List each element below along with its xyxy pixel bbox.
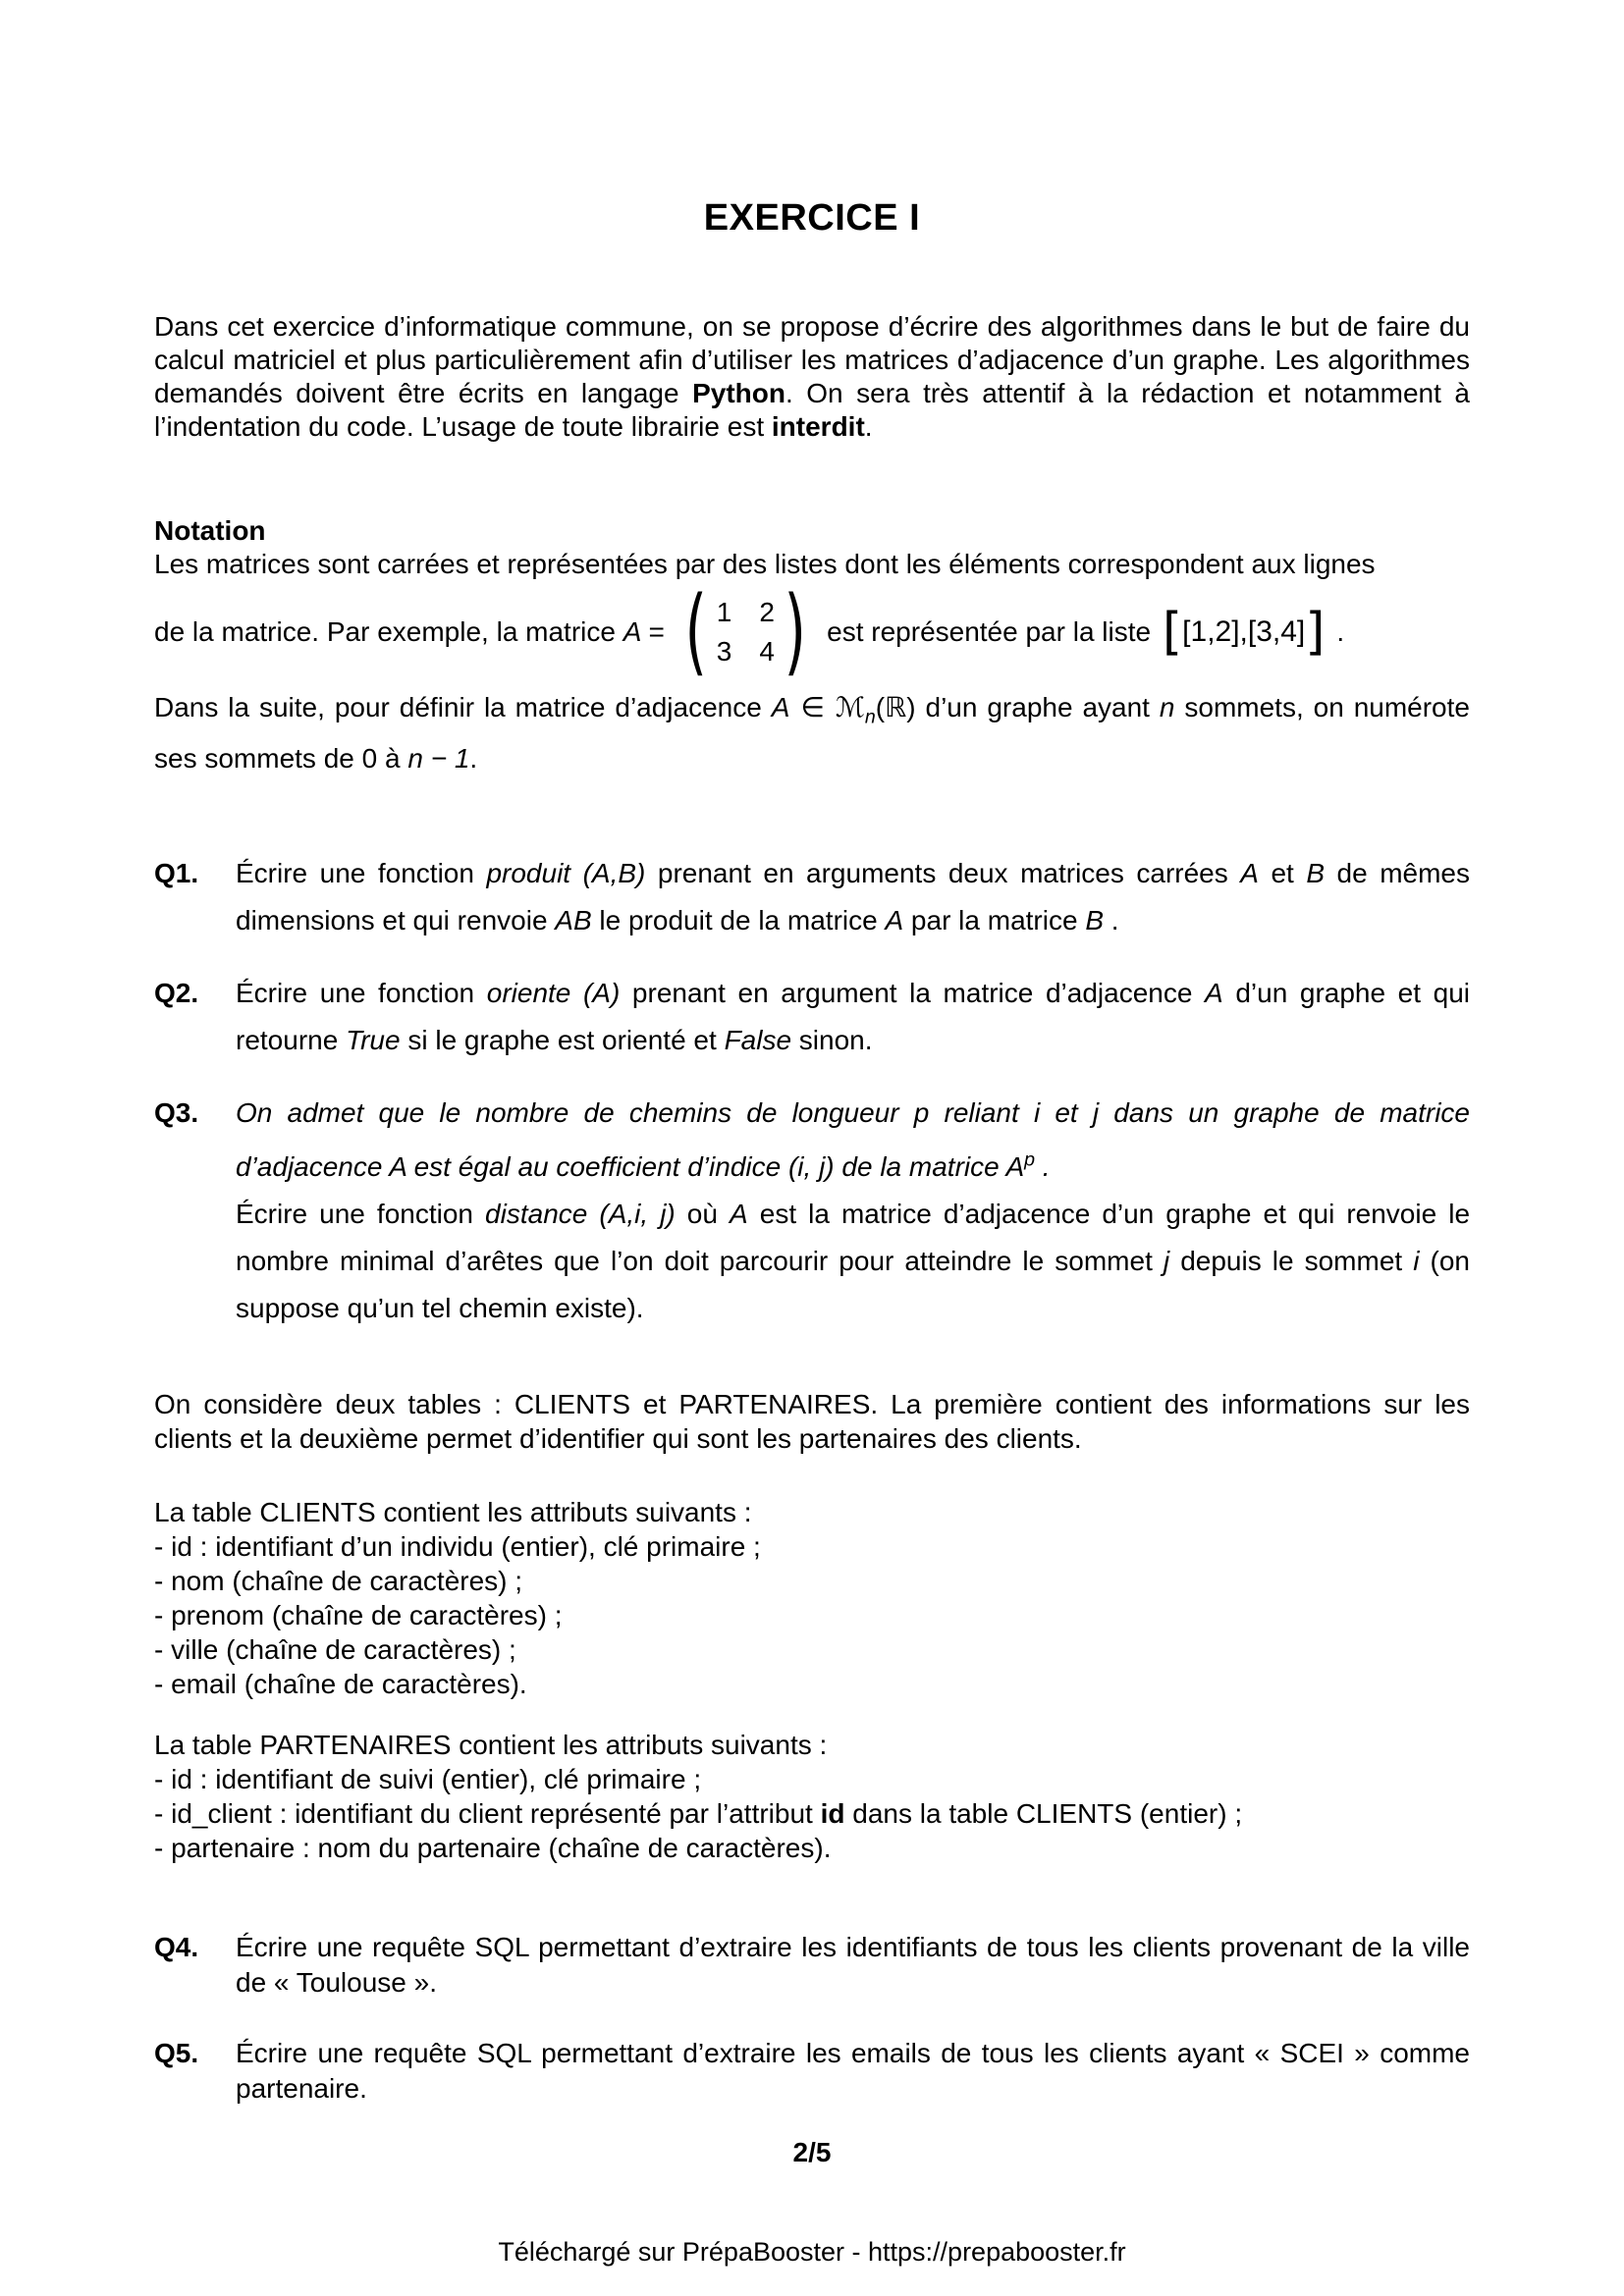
text-run: est la matrice d’adjacence d’un graphe et qui renvoie le nombre minimal d’arêtes que l’on doit parcourir pour atteindre le sommet xyxy=(236,1198,1471,1276)
text-run: (on suppose qu’un tel chemin existe). xyxy=(236,1245,1470,1323)
text-run: . xyxy=(864,411,873,442)
exercise-title: EXERCICE I xyxy=(703,197,921,239)
question-q3-assumption xyxy=(236,1097,1470,1182)
text-run: produit (A,B) xyxy=(486,857,646,888)
text-run: distance (A,i, j) xyxy=(485,1198,676,1229)
text-run: i xyxy=(1413,1245,1420,1276)
intro-paragraph xyxy=(154,310,1470,444)
text-run: dans la table CLIENTS (entier) ; xyxy=(844,1797,1243,1829)
text-run: p xyxy=(913,1096,930,1128)
text-run: et xyxy=(1040,1096,1093,1128)
text-run: prenant en arguments deux matrices carrées xyxy=(645,857,1241,888)
text-run: depuis le sommet xyxy=(1169,1245,1414,1276)
text-run: le produit de la matrice xyxy=(591,904,886,935)
partenaires-attr-id-client xyxy=(154,1796,1470,1831)
matrix-cells xyxy=(715,599,777,666)
text-run: A xyxy=(1205,977,1223,1008)
outer-right-bracket: ] xyxy=(1305,603,1326,662)
text-run: ℝ xyxy=(885,691,907,723)
question-q2 xyxy=(154,970,1470,1064)
text-run: où xyxy=(675,1198,731,1229)
clients-attr-ville: - ville (chaîne de caractères) ; xyxy=(154,1633,516,1665)
list-comma: , xyxy=(1239,615,1248,648)
text-run: (i, j) xyxy=(787,1150,835,1182)
matrix-cell: 1 xyxy=(716,597,732,627)
text-run: id xyxy=(820,1797,845,1829)
partenaires-attr-id: - id : identifiant de suivi (entier), clé primaire ; xyxy=(154,1763,702,1794)
question-number: Q1. xyxy=(154,857,199,888)
text-run: sinon. xyxy=(791,1024,873,1055)
text-run: oriente (A) xyxy=(486,977,621,1008)
text-run: . xyxy=(469,742,478,774)
text-run: B xyxy=(1085,904,1105,935)
text-run: ∈ xyxy=(789,691,836,723)
list-representation xyxy=(1162,603,1326,662)
partenaires-table-heading: La table PARTENAIRES contient les attributs suivants : xyxy=(154,1729,828,1760)
text-run: d’un graphe ayant xyxy=(915,692,1160,722)
notation-line-1: Les matrices sont carrées et représentées par des listes dont les éléments correspondent aux lignes xyxy=(154,549,1376,579)
text-run: False xyxy=(724,1024,792,1055)
text-run: dans un graphe de matrice d’adjacence xyxy=(236,1096,1470,1182)
question-q1 xyxy=(154,850,1470,944)
text-run: A xyxy=(771,692,790,722)
list-inner-2: [3,4] xyxy=(1247,615,1306,648)
clients-attr-email: - email (chaîne de caractères). xyxy=(154,1668,527,1699)
list-inner-1: [1,2] xyxy=(1182,615,1240,648)
matrix-line-pre: de la matrice. Par exemple, la matrice xyxy=(154,616,623,647)
matrix-equation-lhs: A = xyxy=(623,616,673,647)
matrix-cell: 4 xyxy=(759,636,775,667)
text-run: interdit xyxy=(771,411,865,442)
question-number: Q2. xyxy=(154,977,199,1008)
text-run: Écrire une requête SQL permettant d’extraire les identifiants de tous les clients provenant de la ville de « Toulouse ». xyxy=(236,1931,1470,1998)
text-run: j xyxy=(1163,1245,1170,1276)
text-run: Écrire une fonction xyxy=(236,977,487,1008)
text-run: par la matrice xyxy=(903,904,1086,935)
notation-heading: Notation xyxy=(154,515,266,546)
question-body xyxy=(236,970,1470,1064)
text-run: prenant en argument la matrice d’adjacence xyxy=(620,977,1206,1008)
text-run: j xyxy=(1092,1096,1100,1128)
footer-text: Téléchargé sur PrépaBooster - https://prepabooster.fr xyxy=(498,2236,1126,2267)
text-run: ℳ xyxy=(835,691,865,723)
text-run: i xyxy=(1033,1096,1041,1128)
text-run: A xyxy=(1005,1150,1025,1182)
matrix-cell: 3 xyxy=(716,636,732,667)
text-run: Python xyxy=(692,378,785,408)
text-run: Écrire une requête SQL permettant d’extraire les emails de tous les clients ayant « SCEI » comme partenaire. xyxy=(236,2037,1470,2104)
text-run: reliant xyxy=(929,1096,1034,1128)
text-run: et xyxy=(1258,857,1307,888)
text-run: Dans cet exercice d’informatique commune, on se propose d’écrire des algorithmes dans le but de faire du calcul matriciel et plus particulièrement afin d’utiliser les matrices d’adjacence d’un graphe. Les algorithmes demandés doivent être écrits en langage xyxy=(154,311,1470,408)
question-q4 xyxy=(154,1930,1470,2001)
tables-intro-paragraph: On considère deux tables : CLIENTS et PARTENAIRES. La première contient des informations sur les clients et la deuxième permet d’identifier qui sont les partenaires des clients. xyxy=(154,1388,1470,1454)
text-run: AB xyxy=(555,904,592,935)
question-body xyxy=(236,2036,1470,2107)
text-run: - id_client : identifiant du client représenté par l’attribut xyxy=(154,1797,821,1829)
text-run: de mêmes dimensions et qui renvoie xyxy=(236,857,1471,935)
text-run: A xyxy=(885,904,904,935)
text-run: Écrire une fonction xyxy=(236,857,487,888)
matrix xyxy=(677,576,813,687)
matrix-cell: 2 xyxy=(759,597,775,627)
question-number: Q5. xyxy=(154,2037,199,2068)
text-run: ) xyxy=(906,692,916,722)
text-run: A xyxy=(389,1150,406,1182)
question-number: Q4. xyxy=(154,1931,199,1962)
text-run: True xyxy=(346,1024,401,1055)
page-number: 2/5 xyxy=(792,2136,832,2167)
notation-paragraph-2 xyxy=(154,687,1470,779)
text-run: B xyxy=(1306,857,1326,888)
clients-attr-nom: - nom (chaîne de caractères) ; xyxy=(154,1565,523,1596)
question-q3-task xyxy=(236,1199,1470,1323)
question-body xyxy=(236,1930,1470,2001)
text-run: A xyxy=(730,1198,748,1229)
question-number: Q3. xyxy=(154,1096,199,1128)
text-run: A xyxy=(1240,857,1259,888)
text-run: . xyxy=(1035,1150,1051,1182)
question-body xyxy=(236,850,1470,944)
text-run: . xyxy=(1104,904,1119,935)
text-run: sommets, on numérote ses sommets de 0 à xyxy=(154,692,1470,774)
matrix-line-mid: est représentée par la liste xyxy=(819,616,1159,647)
clients-attr-prenom: - prenom (chaîne de caractères) ; xyxy=(154,1599,563,1630)
text-run: n − 1 xyxy=(407,742,470,774)
matrix-line-end: . xyxy=(1328,616,1345,647)
matrix-left-paren: ( xyxy=(684,576,708,687)
outer-left-bracket: [ xyxy=(1162,603,1183,662)
notation-matrix-line xyxy=(154,576,1470,687)
text-run: p xyxy=(1024,1148,1036,1171)
question-body xyxy=(236,1090,1470,1332)
text-run: . On sera très attentif à la rédaction et notamment à l’indentation du code. L’usage de toute librairie est xyxy=(154,378,1470,442)
text-run: de la matrice xyxy=(834,1150,1006,1182)
text-run: On admet que le nombre de chemins de longueur xyxy=(236,1096,914,1128)
partenaires-attr-partenaire: - partenaire : nom du partenaire (chaîne de caractères). xyxy=(154,1832,832,1863)
text-run: si le graphe est orienté et xyxy=(400,1024,725,1055)
question-q5 xyxy=(154,2036,1470,2107)
text-run: Écrire une fonction xyxy=(236,1198,486,1229)
text-run: d’un graphe et qui retourne xyxy=(236,977,1471,1055)
question-q3 xyxy=(154,1090,1470,1332)
text-run: Dans la suite, pour définir la matrice d’adjacence xyxy=(154,692,772,722)
matrix-right-paren: ) xyxy=(784,576,806,687)
clients-attr-id: - id : identifiant d’un individu (entier), clé primaire ; xyxy=(154,1530,761,1562)
clients-table-heading: La table CLIENTS contient les attributs suivants : xyxy=(154,1496,752,1527)
text-run: est égal au coefficient d’indice xyxy=(406,1150,788,1182)
text-run: n xyxy=(1159,692,1175,722)
text-run: ( xyxy=(875,692,886,722)
text-run: n xyxy=(864,706,876,728)
